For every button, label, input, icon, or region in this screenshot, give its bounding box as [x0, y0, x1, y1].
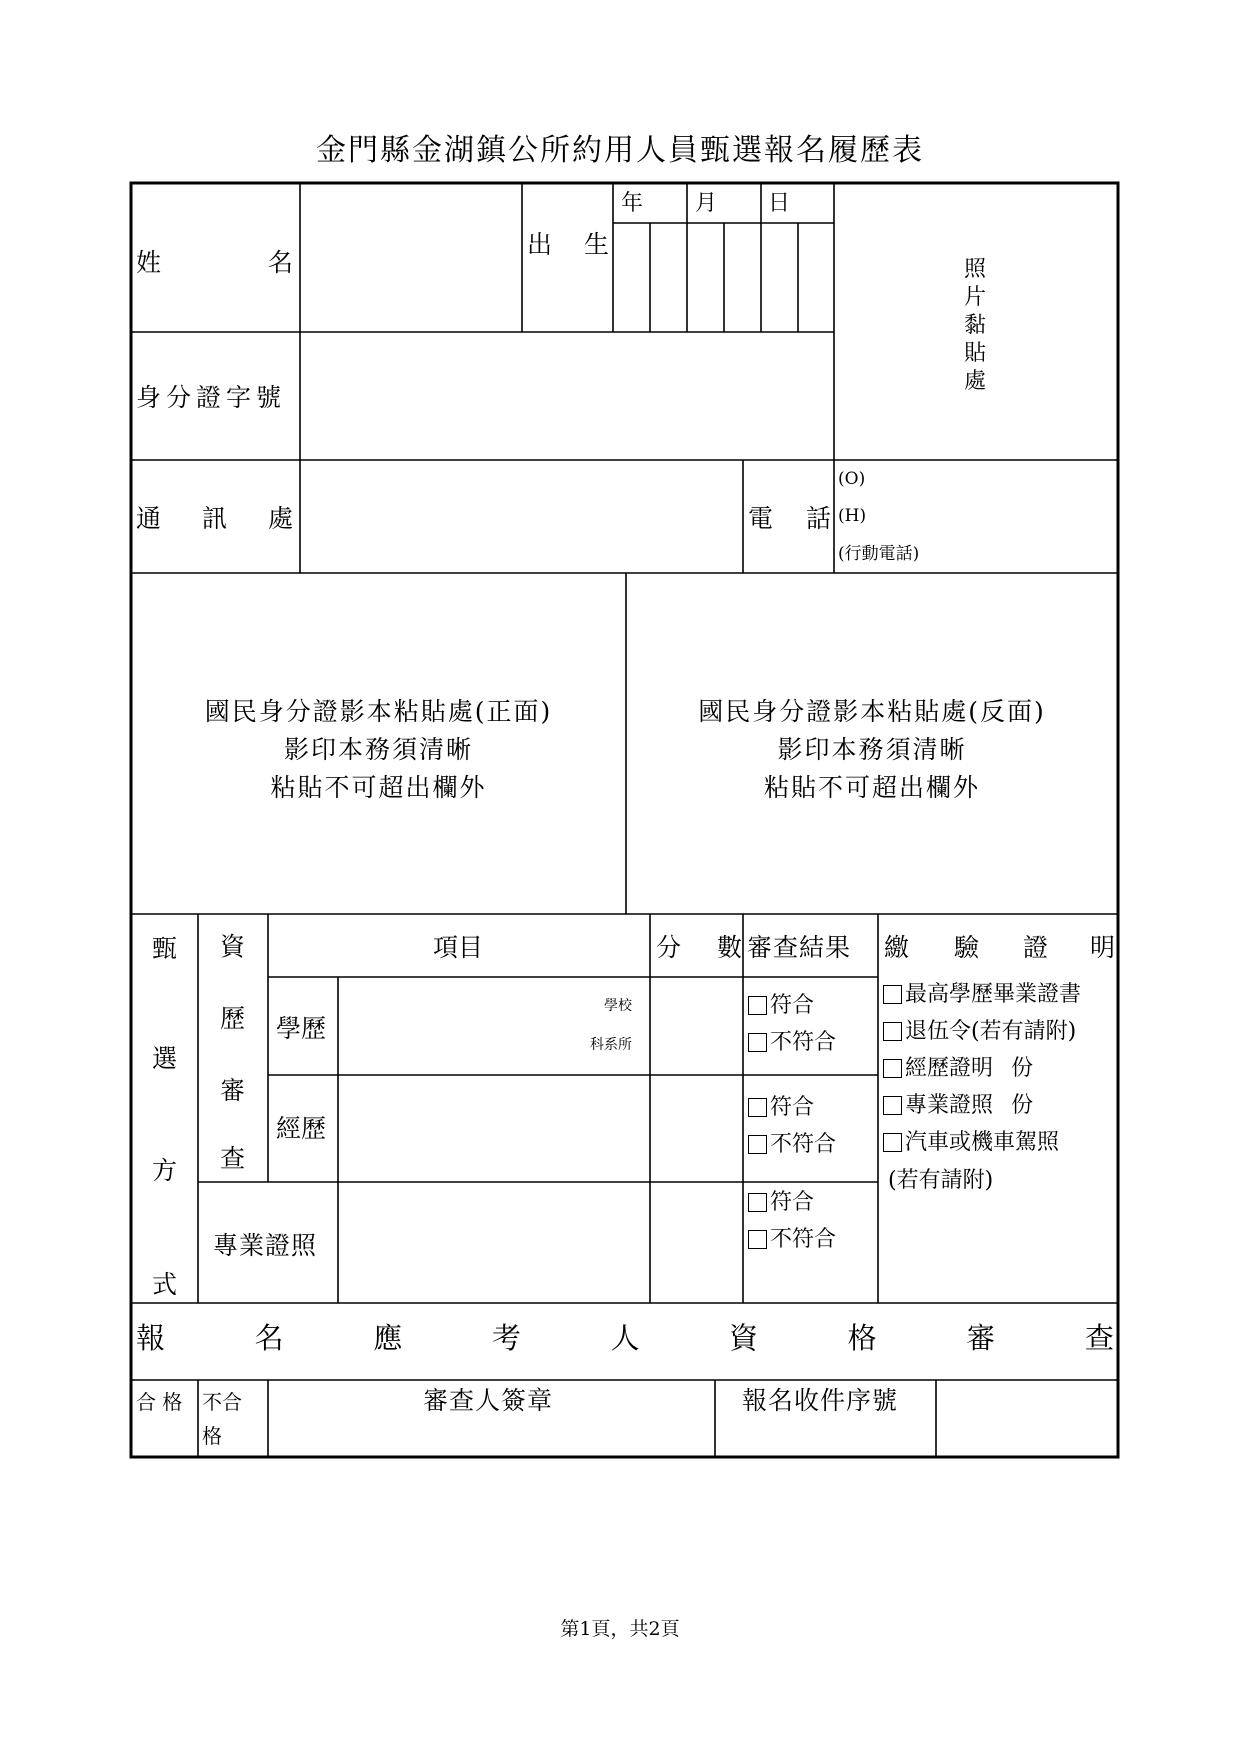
birth-label-2: 生: [584, 230, 610, 259]
photo-label-char: 片: [963, 285, 986, 310]
score-header-1: 分: [656, 933, 682, 962]
id-card-back-line: 粘貼不可超出欄外: [763, 773, 980, 802]
qualification-heading-char: 考: [491, 1321, 521, 1355]
license-result-fail[interactable]: [748, 1229, 836, 1251]
license-result-pass[interactable]: [748, 1192, 814, 1214]
method-label-char: 甄: [152, 934, 178, 963]
qualification-heading-char: 報: [136, 1321, 166, 1355]
docs-header-char: 明: [1090, 933, 1116, 962]
id-card-back-line: 影印本務須清晰: [777, 735, 967, 764]
address-label-1: 通: [136, 504, 162, 533]
name-label-2: 名: [268, 248, 294, 277]
checkbox-icon: [883, 1096, 902, 1115]
experience-label: 經歷: [276, 1114, 327, 1143]
experience-result-fail[interactable]: [748, 1134, 836, 1156]
phone-mobile-label: (行動電話): [838, 544, 920, 564]
education-dept-label: 科系所: [590, 1037, 632, 1053]
checkbox-icon: [883, 985, 902, 1004]
day-label: 日: [768, 191, 791, 216]
result-pass-label: 符合: [770, 1095, 815, 1120]
id-card-back-area: [627, 574, 1117, 913]
qualification-heading-char: 資: [729, 1321, 759, 1355]
reviewer-signature-label: 審查人簽章: [423, 1386, 554, 1415]
qualification-heading-char: 格: [847, 1321, 877, 1355]
checkbox-icon: [883, 1133, 902, 1152]
doc-diploma[interactable]: [883, 984, 1081, 1006]
doc-count-suffix: 份: [1011, 1056, 1034, 1081]
qualification-pass-label: 合 格: [136, 1390, 183, 1414]
experience-result-pass[interactable]: [748, 1097, 814, 1119]
checkbox-icon: [748, 996, 767, 1015]
qualification-heading: [136, 1321, 1114, 1355]
receipt-number-field[interactable]: [937, 1381, 1117, 1456]
name-field[interactable]: [301, 184, 521, 331]
birth-label-1: 出: [527, 230, 553, 259]
license-score-field[interactable]: [651, 1183, 742, 1302]
review-label-char: 資: [220, 932, 246, 961]
address-label-2: 訊: [202, 504, 228, 533]
doc-label: 經歷證明: [905, 1056, 994, 1081]
doc-label: 最高學歷畢業證書: [905, 982, 1082, 1007]
education-result-fail[interactable]: [748, 1032, 836, 1054]
qualification-heading-char: 查: [1084, 1321, 1114, 1355]
license-field[interactable]: [339, 1183, 649, 1302]
doc-experience-cert[interactable]: [883, 1058, 1033, 1080]
docs-header-char: 繳: [884, 933, 910, 962]
education-result-pass[interactable]: [748, 995, 814, 1017]
checkbox-icon: [748, 1135, 767, 1154]
education-score-field[interactable]: [651, 978, 742, 1074]
checkbox-icon: [883, 1022, 902, 1041]
year-label: 年: [621, 191, 644, 216]
doc-driver-license[interactable]: [883, 1132, 1059, 1154]
method-label-char: 方: [152, 1156, 178, 1185]
phone-home-label: (H): [838, 506, 867, 526]
month-label: 月: [695, 191, 718, 216]
qualification-heading-char: 審: [966, 1321, 996, 1355]
docs-note: (若有請附): [888, 1168, 994, 1193]
doc-license-cert[interactable]: [883, 1095, 1033, 1117]
qualification-fail-label-2: 格: [202, 1424, 222, 1448]
checkbox-icon: [748, 1098, 767, 1117]
doc-label: 專業證照: [905, 1093, 994, 1118]
id-card-front-line: 粘貼不可超出欄外: [270, 773, 487, 802]
license-label: 專業證照: [213, 1231, 318, 1260]
id-card-front-line: 國民身分證影本粘貼處(正面): [204, 697, 553, 726]
id-card-back-line: 國民身分證影本粘貼處(反面): [698, 697, 1046, 726]
id-number-field[interactable]: [301, 333, 833, 459]
experience-field[interactable]: [339, 1076, 649, 1181]
result-fail-label: 不符合: [770, 1132, 837, 1157]
form-title: 金門縣金湖鎮公所約用人員甄選報名履歷表: [316, 133, 924, 168]
review-label-char: 歷: [220, 1004, 246, 1033]
review-label-char: 查: [220, 1144, 246, 1173]
result-pass-label: 符合: [770, 993, 815, 1018]
birth-date-field[interactable]: [614, 224, 833, 331]
education-label: 學歷: [276, 1014, 327, 1043]
education-field[interactable]: [339, 978, 649, 1074]
method-label-char: 選: [152, 1044, 178, 1073]
education-school-label: 學校: [604, 998, 632, 1014]
score-header-2: 數: [717, 933, 743, 962]
docs-header-char: 驗: [954, 933, 980, 962]
phone-office-label: (O): [838, 469, 866, 489]
items-header: 項目: [433, 933, 484, 962]
phone-label-1: 電: [748, 504, 774, 533]
receipt-number-label: 報名收件序號: [742, 1386, 899, 1415]
id-card-front-line: 影印本務須清晰: [283, 735, 473, 764]
result-pass-label: 符合: [770, 1190, 815, 1215]
method-label-char: 式: [152, 1270, 178, 1299]
photo-area-label: [960, 256, 990, 396]
qualification-heading-char: 名: [254, 1321, 284, 1355]
doc-count-suffix: 份: [1011, 1093, 1034, 1118]
checkbox-icon: [748, 1193, 767, 1212]
page-number: 第1頁，共2頁: [560, 1618, 680, 1640]
phone-field[interactable]: [835, 461, 1117, 572]
qualification-fail-label-1: 不合: [202, 1390, 242, 1414]
reviewer-signature-field[interactable]: [269, 1414, 714, 1456]
id-number-label: 身分證字號: [136, 383, 287, 412]
result-header: 審查結果: [747, 933, 852, 962]
doc-label: 汽車或機車駕照: [905, 1130, 1060, 1155]
result-fail-label: 不符合: [770, 1227, 837, 1252]
checkbox-icon: [748, 1230, 767, 1249]
checkbox-icon: [883, 1059, 902, 1078]
id-card-front-area: [132, 574, 625, 913]
photo-label-char: 照: [963, 257, 986, 282]
address-field[interactable]: [301, 461, 742, 572]
result-fail-label: 不符合: [770, 1030, 837, 1055]
checkbox-icon: [748, 1033, 767, 1052]
docs-header-char: 證: [1023, 933, 1049, 962]
qualification-heading-char: 人: [610, 1321, 640, 1355]
experience-score-field[interactable]: [651, 1076, 742, 1181]
review-label-char: 審: [220, 1076, 246, 1105]
phone-label-2: 話: [806, 504, 832, 533]
doc-discharge[interactable]: [883, 1021, 1076, 1043]
photo-label-char: 黏: [963, 313, 986, 338]
photo-label-char: 貼: [963, 341, 986, 366]
doc-label: 退伍令(若有請附): [905, 1019, 1077, 1044]
photo-label-char: 處: [963, 369, 986, 394]
address-label-3: 處: [268, 504, 294, 533]
name-label-1: 姓: [136, 248, 162, 277]
qualification-heading-char: 應: [373, 1321, 403, 1355]
